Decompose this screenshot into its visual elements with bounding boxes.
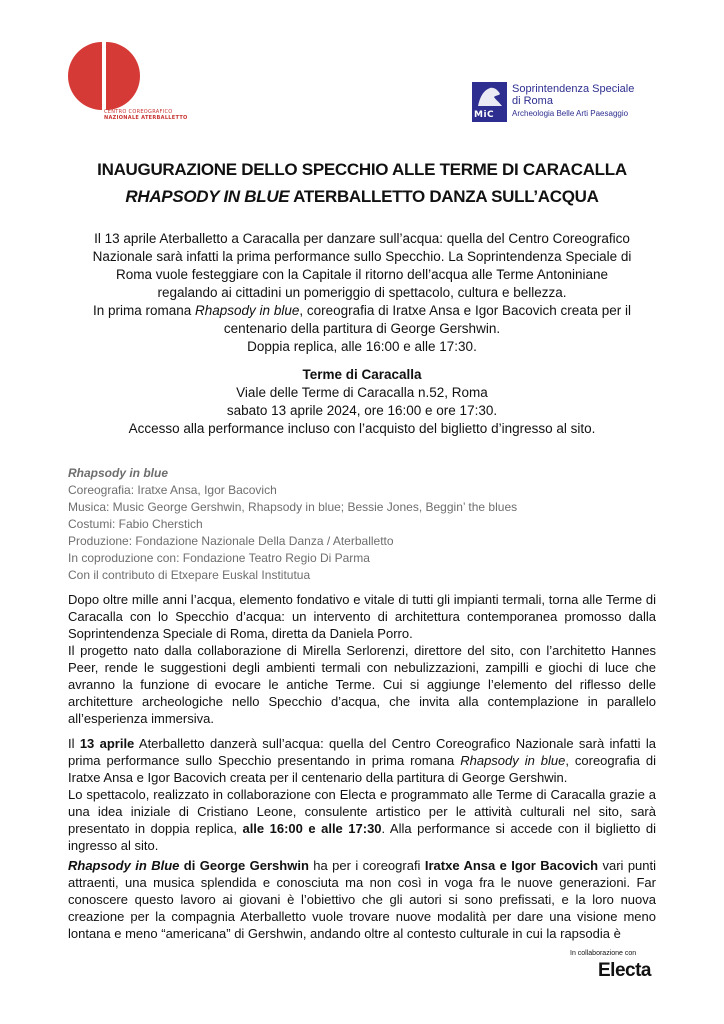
statue-icon (472, 82, 507, 110)
body3-composer: di George Gershwin (179, 858, 309, 873)
mic-logo-icon (472, 82, 507, 122)
body2-text: Aterballetto danzerà sull’acqua: quella del Centro Coreografico Nazionale sarà infatti la prima performance sullo Specchio presentando in prima romana (68, 736, 656, 768)
venue-date: sabato 13 aprile 2024, ore 16:00 e ore 17:30. (226, 403, 498, 418)
intro-line: regalando ai cittadini un pomeriggio di spettacolo, cultura e bellezza. (157, 285, 567, 300)
body3-choreographers: Iratxe Ansa e Igor Bacovich (424, 858, 599, 873)
body2-text: . Alla performance si accede con il biglietto di ingresso al sito. (68, 821, 656, 853)
logo-text-line-1: CENTRO COREOGRAFICO (104, 109, 173, 115)
logo-arc-right (106, 42, 140, 110)
body3-p1 (68, 857, 656, 942)
body1-p2: Il progetto nato dalla collaborazione di Mirella Serlorenzi, direttore del sito, con l’architetto Hannes Peer, rende le suggestioni degli ambienti termali con nebulizzazioni, zampilli e giochi di luce che avranno la funzione di evocare le antiche Terme. Cui si aggiunge l’elemento del riflesso delle architetture archeologiche nello Specchio d’acqua, che invita alla contemplazione in parallelo all’esperienza immersiva. (68, 643, 656, 726)
venue-block (60, 366, 664, 438)
body2-text: Lo spettacolo, realizzato in collaborazione con Electa e programmato alle Terme di Caracalla grazie a una idea iniziale di Cristiano Leone, consulente artistico per le attività culturali nel sito, sarà presentato in doppia replica, (68, 787, 656, 836)
credits-line: Produzione: Fondazione Nazionale Della Danza / Aterballetto (68, 534, 394, 548)
electa-logo: Electa (598, 960, 651, 981)
soprintendenza-line-1: Soprintendenza Speciale (512, 83, 635, 95)
headline-line-2 (0, 187, 724, 207)
credits-line: In coproduzione con: Fondazione Teatro Regio Di Parma (68, 551, 370, 565)
body1-p1: Dopo oltre mille anni l’acqua, elemento fondativo e vitale di tutti gli impianti termali, torna alle Terme di Caracalla con lo Specchio d’acqua: un intervento di architettura contemporanea promosso dalla Soprintendenza Speciale di Roma, diretta da Daniela Porro. (68, 592, 656, 641)
headline-line-1: INAUGURAZIONE DELLO SPECCHIO ALLE TERME DI CARACALLA (97, 160, 627, 179)
intro-line: Il 13 aprile Aterballetto a Caracalla per danzare sull’acqua: quella del Centro Coreografico (94, 231, 630, 246)
body-paragraph-3 (68, 857, 656, 942)
aterballetto-logo-text (104, 109, 188, 121)
credits-title: Rhapsody in blue (68, 466, 169, 480)
intro-line-5-post: , coreografia di Iratxe Ansa e Igor Bacovich creata per il (299, 303, 632, 318)
logo-text-line-2: NAZIONALE ATERBALLETTO (104, 115, 188, 121)
intro-block (60, 230, 664, 356)
body2-times: alle 16:00 e alle 17:30 (242, 821, 382, 836)
body3-text: vari punti attraenti, una musica splendida e conosciuta ma non così in voga fra le nuove generazioni. Far conoscere questo lavoro ai giovani è l’obiettivo che gli autori si sono prefissati, e la loro nuova creazione per la compagnia Aterballetto vuole trovare nuove modalità per dare una visione meno lontana e meno “americana” di Gershwin, andando oltre al contesto culturale in cui la rapsodia è (68, 858, 657, 941)
body2-date: 13 aprile (79, 736, 135, 751)
soprintendenza-line-2: di Roma (512, 95, 553, 107)
credits-line: Con il contributo di Etxepare Euskal Institutua (68, 568, 311, 582)
headline-rest: ATERBALLETTO DANZA SULL’ACQUA (289, 187, 599, 206)
intro-line-5-italic: Rhapsody in blue (195, 303, 300, 318)
soprintendenza-logo (472, 82, 657, 124)
intro-line: Doppia replica, alle 16:00 e alle 17:30. (247, 339, 477, 354)
body-paragraph-2 (68, 735, 656, 854)
headline-italic: RHAPSODY IN BLUE (125, 187, 290, 206)
body-paragraph-1 (68, 591, 656, 727)
venue-address: Viale delle Terme di Caracalla n.52, Roma (236, 385, 488, 400)
body3-work-title: Rhapsody in Blue (68, 858, 180, 873)
credits-line: Coreografia: Iratxe Ansa, Igor Bacovich (68, 483, 277, 497)
body2-text: , coreografia di Iratxe Ansa e Igor Bacovich creata per il centenario della partitura di George Gershwin. (68, 753, 656, 785)
venue-title: Terme di Caracalla (302, 367, 422, 382)
intro-line: Nazionale sarà infatti la prima performance sullo Specchio. La Soprintendenza Speciale di (92, 249, 632, 264)
logo-arc-left (68, 42, 102, 110)
venue-access: Accesso alla performance incluso con l’acquisto del biglietto d’ingresso al sito. (128, 421, 596, 436)
intro-line-5-pre: In prima romana (92, 303, 196, 318)
collaboration-label: In collaborazione con (570, 950, 637, 957)
intro-line (60, 302, 664, 320)
credits-line: Costumi: Fabio Cherstich (68, 517, 203, 531)
credits-line: Musica: Music George Gershwin, Rhapsody in blue; Bessie Jones, Beggin’ the blues (68, 500, 518, 514)
mic-label: MiC (474, 110, 495, 120)
intro-line: centenario della partitura di George Gershwin. (223, 321, 501, 336)
intro-line: Roma vuole festeggiare con la Capitale il ritorno dell’acqua alle Terme Antoniniane (115, 267, 609, 282)
body2-p1 (68, 735, 656, 786)
soprintendenza-line-3: Archeologia Belle Arti Paesaggio (512, 109, 629, 118)
body2-title: Rhapsody in blue (460, 753, 566, 768)
body2-p2 (68, 786, 656, 854)
credits-block (68, 465, 668, 584)
body2-text: Il (68, 736, 80, 751)
body3-text: ha per i coreografi (308, 858, 425, 873)
